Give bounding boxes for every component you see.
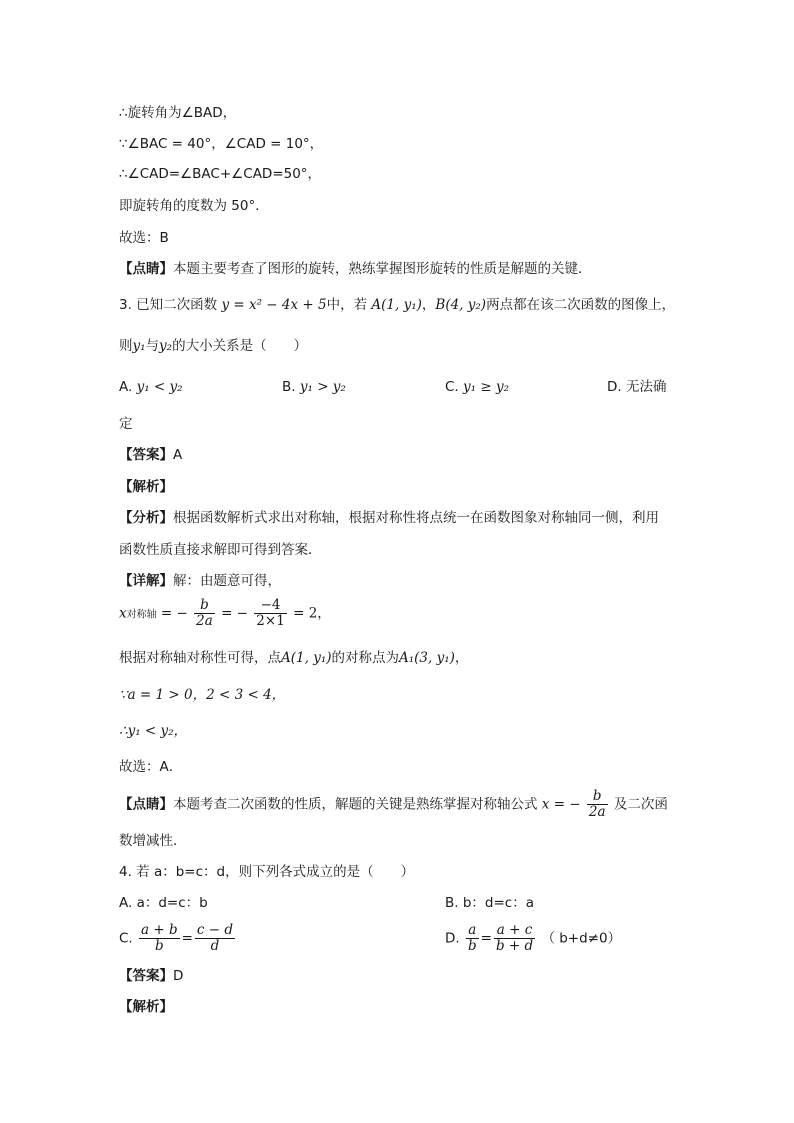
- option-text: y₁ < y₂: [136, 379, 183, 395]
- q3-answer: [119, 445, 182, 465]
- dianjing-tag: 【点睛】: [119, 261, 173, 277]
- fenxi-text: 根据函数解析式求出对称轴，根据对称性将点统一在函数图象对称轴同一侧，利用: [173, 510, 659, 526]
- q3-option-a: [119, 377, 183, 397]
- fraction-b-over-2a: [194, 598, 215, 629]
- q3-stem2-a: 则: [119, 338, 133, 354]
- q3-stem-line1: [119, 295, 675, 315]
- option-text: 无法确: [625, 379, 667, 395]
- q3-stem-b: 中，若: [326, 297, 368, 313]
- fraction-a-plus-b-over-b: [139, 923, 180, 954]
- dianjing-formula: x = −: [541, 796, 581, 813]
- answer-tag: 【答案】: [119, 447, 173, 463]
- q3-because: ∵a = 1 > 0，2 < 3 < 4，: [119, 687, 286, 703]
- sym-point: A(1, y₁): [281, 650, 332, 666]
- frac-num: a + c: [496, 922, 533, 938]
- fraction-c-minus-d-over-d: [195, 923, 235, 954]
- q3-option-c: [445, 377, 509, 397]
- option-text: y₁ ≥ y₂: [463, 379, 509, 395]
- fraction-a-plus-c-over-b-plus-d: [494, 923, 535, 954]
- q3-fenxi-line2: 函数性质直接求解即可得到答案．: [119, 542, 322, 558]
- sym-text-b: 的对称点为: [331, 650, 399, 666]
- q3-y2: y₂: [159, 338, 173, 354]
- frac-num: a: [468, 922, 477, 938]
- q3-dianjing-line2: 数增减性．: [119, 833, 187, 849]
- q4-analysis-tag: 【解析】: [119, 999, 173, 1015]
- option-label: B.: [282, 379, 296, 395]
- q3-stem2-b: 与: [145, 338, 160, 354]
- frac-num: c − d: [196, 922, 234, 938]
- frac-den: b: [139, 938, 180, 954]
- q3-stem-a: 3. 已知二次函数: [119, 297, 218, 313]
- frac-den: d: [195, 938, 235, 954]
- line-rotation-angle: ∴旋转角为∠BAD，: [119, 105, 237, 121]
- q3-choose-a: 故选：A．: [119, 759, 183, 775]
- line-angle-degree: 即旋转角的度数为 50°．: [119, 198, 269, 214]
- line-angle-sum: ∴∠CAD=∠BAC+∠CAD=50°，: [119, 166, 322, 182]
- sym-text-c: ，: [454, 650, 469, 666]
- frac-num: b: [200, 597, 209, 613]
- detail-text: 解：由题意可得，: [173, 573, 281, 589]
- line-choose-b: 故选：B: [119, 230, 169, 246]
- dianjing-text: 本题考查二次函数的性质，解题的关键是熟练掌握对称轴公式: [173, 796, 538, 813]
- frac-num: b: [592, 788, 602, 804]
- option-label: C.: [445, 379, 459, 395]
- answer-value: A: [173, 447, 183, 463]
- fraction-b-over-2a: [587, 789, 608, 820]
- q3-stem-line2: [119, 336, 307, 356]
- q3-symmetry-line: [119, 648, 468, 668]
- option-label: D.: [607, 379, 622, 395]
- q3-function: y = x² − 4x + 5: [221, 297, 327, 313]
- q3-fenxi-line1: [119, 508, 659, 528]
- fraction-neg4-over-2x1: [254, 598, 287, 629]
- q4-stem: 4. 若 a：b=c：d，则下列各式成立的是（ ）: [119, 864, 415, 880]
- axis-subscript: 对称轴: [126, 609, 157, 621]
- option-text: y₁ > y₂: [299, 379, 346, 395]
- frac-den: b: [467, 938, 477, 954]
- frac-den: b + d: [495, 938, 534, 954]
- axis-x: x: [119, 605, 127, 622]
- q3-analysis-tag: 【解析】: [119, 479, 173, 495]
- option-condition: （ b+d≠0）: [541, 930, 622, 947]
- frac-den: 2a: [196, 613, 213, 629]
- frac-num: a + b: [141, 922, 178, 938]
- eq-minus-2: = −: [221, 605, 248, 622]
- q4-answer: [119, 966, 183, 986]
- dianjing-tag: 【点睛】: [119, 796, 173, 813]
- sym-text-a: 根据对称轴对称性可得，点: [119, 650, 281, 666]
- q3-dianjing-line1: [119, 789, 668, 820]
- q3-point-a: A(1, y₁): [371, 297, 422, 313]
- dianjing-text-b: 及二次函: [613, 796, 668, 813]
- q4-option-b: B. b：d=c：a: [445, 895, 534, 911]
- equals: =: [181, 930, 193, 947]
- option-label: C.: [119, 930, 133, 947]
- q3-stem-c: 两点都在该二次函数的图像上，: [486, 297, 676, 313]
- q3-option-b: [282, 377, 346, 397]
- q4-option-a: A. a：d=c：b: [119, 895, 208, 911]
- q3-detail: [119, 571, 281, 591]
- option-label: A.: [119, 379, 133, 395]
- frac-num: −4: [260, 597, 281, 613]
- q3-option-d-continued: 定: [119, 416, 133, 432]
- q3-option-d: [607, 377, 666, 397]
- q3-axis-formula: [119, 598, 331, 629]
- fraction-a-over-b: [466, 923, 479, 954]
- equals: =: [480, 930, 492, 947]
- option-label: D.: [445, 930, 460, 947]
- q3-stem2-c: 的大小关系是（ ）: [172, 338, 308, 354]
- eq-result: = 2，: [293, 605, 331, 622]
- q4-option-c: [119, 923, 237, 954]
- q4-option-d: [445, 923, 621, 954]
- answer-tag: 【答案】: [119, 968, 173, 984]
- q3-point-b: B(4, y₂): [435, 297, 487, 313]
- fenxi-tag: 【分析】: [119, 510, 173, 526]
- dianjing-text: 本题主要考查了图形的旋转，熟练掌握图形旋转的性质是解题的关键．: [173, 261, 592, 277]
- frac-den: 2a: [588, 804, 606, 820]
- q3-therefore: ∴y₁ < y₂，: [119, 723, 188, 739]
- detail-tag: 【详解】: [119, 573, 173, 589]
- q3-y1: y₁: [132, 338, 146, 354]
- sym-point2: A₁(3, y₁): [399, 650, 455, 666]
- q3-separator: ，: [421, 297, 436, 313]
- answer-value: D: [173, 968, 184, 984]
- line-angle-values: ∵∠BAC = 40°，∠CAD = 10°，: [119, 136, 324, 152]
- line-dianjing-q2: [119, 259, 592, 279]
- frac-den: 2×1: [256, 613, 285, 629]
- eq-minus-1: = −: [160, 605, 188, 622]
